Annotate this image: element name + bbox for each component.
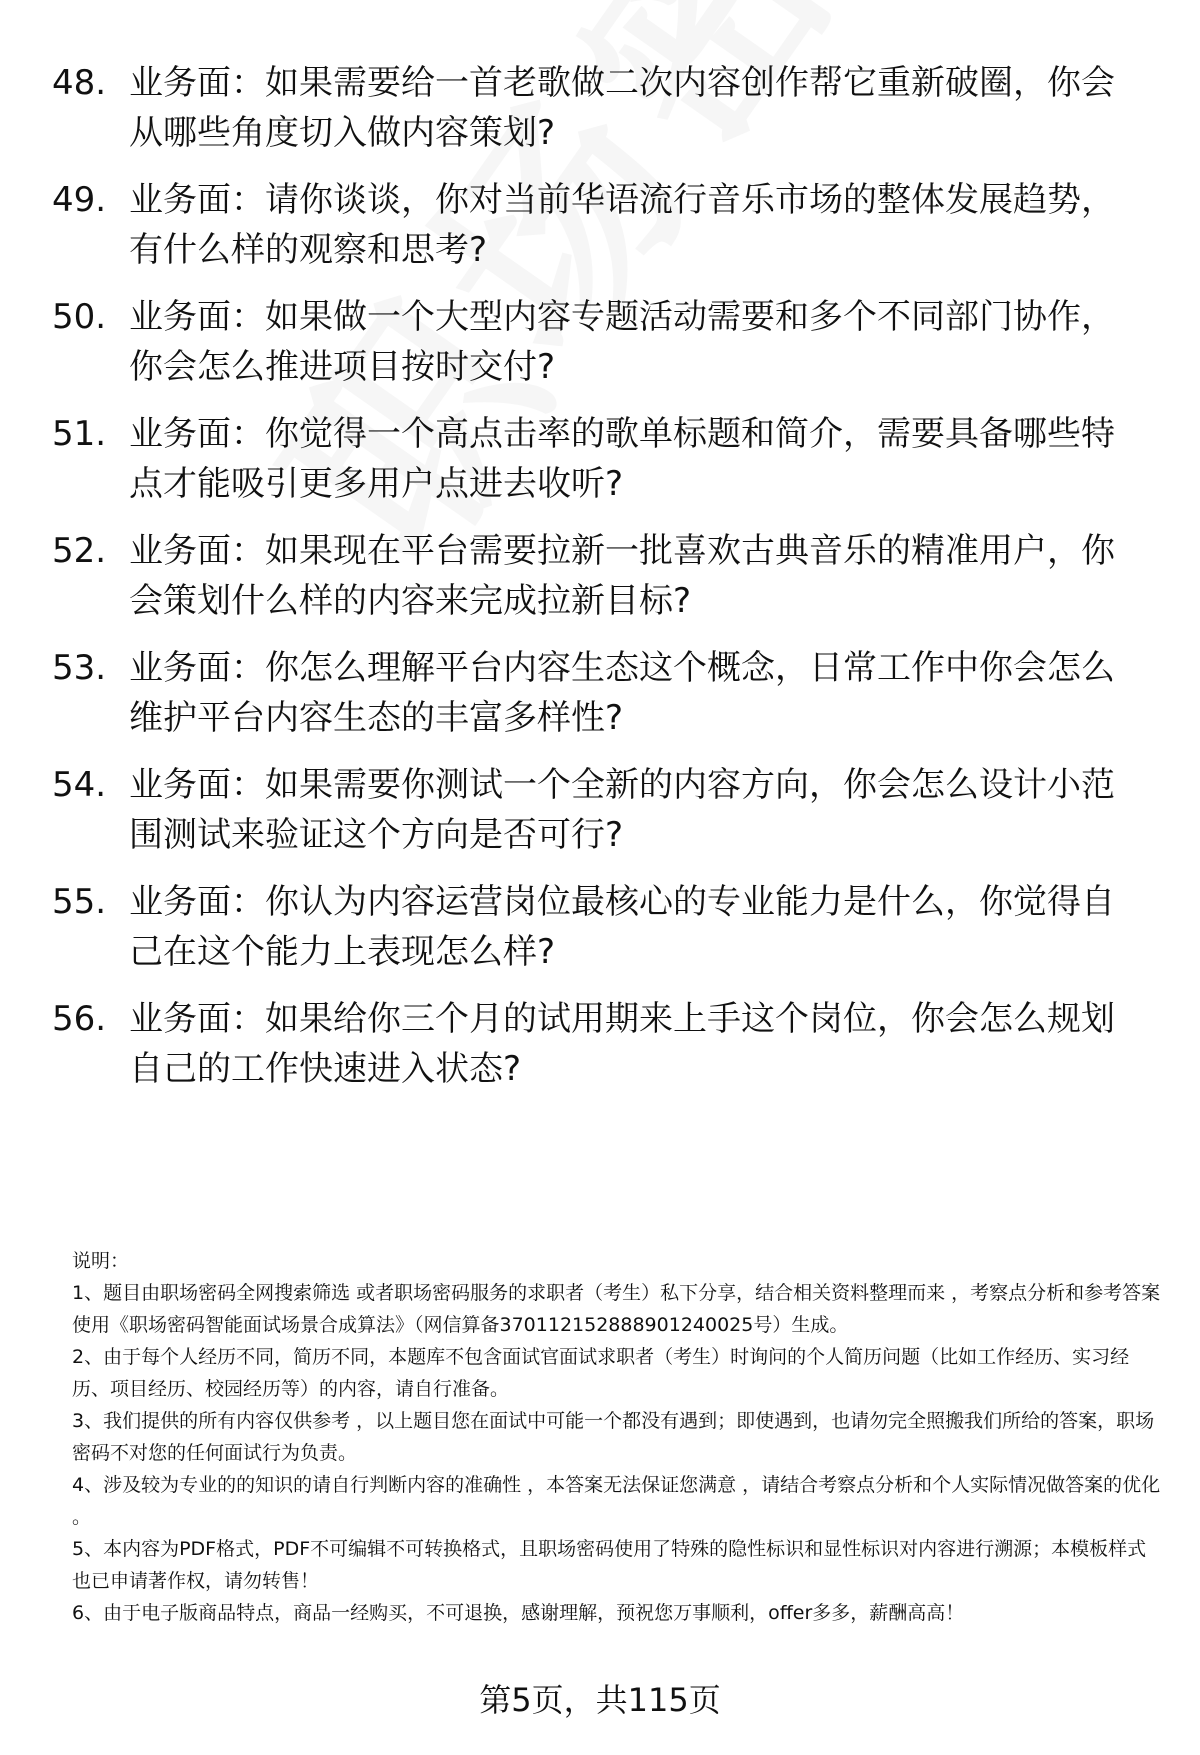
note-item: 5、本内容为PDF格式，PDF不可编辑不可转换格式，且职场密码使用了特殊的隐性标识和显性标识对内容进行溯源；本模板样式也已申请著作权，请勿转售！ (72, 1538, 1147, 1592)
question-item (0, 877, 1200, 997)
note-item: 1、题目由职场密码全网搜索筛选 或者职场密码服务的求职者（考生）私下分享，结合相关资料整理而来 ，考察点分析和参考答案使用《职场密码智能面试场景合成算法》（网信算备370112152888901240025号）生成。 (72, 1282, 1161, 1336)
question-number: 50. (52, 297, 107, 337)
question-item (0, 643, 1200, 763)
question-number: 49. (52, 180, 107, 220)
question-item (0, 526, 1200, 646)
question-text: 业务面：如果需要给一首老歌做二次内容创作帮它重新破圈，你会从哪些角度切入做内容策划? (129, 63, 1115, 153)
question-text: 业务面：请你谈谈，你对当前华语流行音乐市场的整体发展趋势，有什么样的观察和思考? (129, 180, 1115, 270)
question-number: 55. (52, 882, 107, 922)
question-text: 业务面：如果做一个大型内容专题活动需要和多个不同部门协作，你会怎么推进项目按时交付? (129, 297, 1115, 387)
question-item (0, 994, 1200, 1114)
question-text: 业务面：如果给你三个月的试用期来上手这个岗位，你会怎么规划自己的工作快速进入状态? (129, 999, 1115, 1089)
notes-title: 说明： (72, 1250, 130, 1272)
question-number: 51. (52, 414, 107, 454)
question-number: 53. (52, 648, 107, 688)
note-item: 6、由于电子版商品特点，商品一经购买，不可退换，感谢理解，预祝您万事顺利，offer多多，薪酬高高！ (72, 1602, 965, 1624)
question-number: 54. (52, 765, 107, 805)
note-item: 3、我们提供的所有内容仅供参考 ，以上题目您在面试中可能一个都没有遇到；即使遇到，也请勿完全照搬我们所给的答案，职场密码不对您的任何面试行为负责。 (72, 1410, 1155, 1464)
page-number: 第5页，共115页 (479, 1681, 721, 1719)
question-item (0, 58, 1200, 178)
question-item (0, 409, 1200, 529)
notes-section (72, 1245, 1162, 1629)
note-item: 4、涉及较为专业的的知识的请自行判断内容的准确性 ，本答案无法保证您满意 ，请结合考察点分析和个人实际情况做答案的优化 。 (72, 1474, 1161, 1528)
question-text: 业务面：你认为内容运营岗位最核心的专业能力是什么，你觉得自己在这个能力上表现怎么样? (129, 882, 1115, 972)
question-text: 业务面：你觉得一个高点击率的歌单标题和简介，需要具备哪些特点才能吸引更多用户点进去收听? (129, 414, 1115, 504)
question-item (0, 175, 1200, 295)
question-text: 业务面：如果现在平台需要拉新一批喜欢古典音乐的精准用户，你会策划什么样的内容来完成拉新目标? (129, 531, 1115, 621)
question-item (0, 760, 1200, 880)
question-number: 48. (52, 63, 107, 103)
question-text: 业务面：你怎么理解平台内容生态这个概念，日常工作中你会怎么维护平台内容生态的丰富多样性? (129, 648, 1115, 738)
question-number: 56. (52, 999, 107, 1039)
question-item (0, 292, 1200, 412)
question-number: 52. (52, 531, 107, 571)
note-item: 2、由于每个人经历不同，简历不同，本题库不包含面试官面试求职者（考生）时询问的个人简历问题（比如工作经历、实习经历、项目经历、校园经历等）的内容，请自行准备。 (72, 1346, 1130, 1400)
question-text: 业务面：如果需要你测试一个全新的内容方向，你会怎么设计小范围测试来验证这个方向是否可行? (129, 765, 1115, 855)
